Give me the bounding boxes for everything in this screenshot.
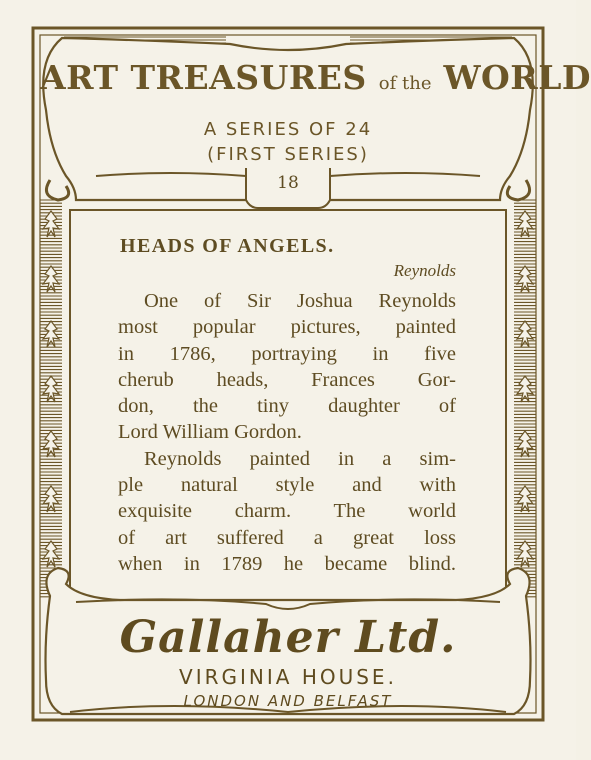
holly-leaf-ornament [517, 541, 533, 567]
series-count: A SERIES OF 24 [203, 119, 373, 140]
series-title-main: ART TREASURES [40, 58, 367, 97]
description-line: most popular pictures, painted [118, 316, 456, 339]
description-line: of art suffered a great loss [118, 526, 456, 549]
description-line: in 1786, portraying in five [118, 342, 456, 365]
description-line: exquisite charm. The world [118, 500, 456, 523]
address-line-1: VIRGINIA HOUSE. [179, 665, 397, 689]
right-hatched-column [514, 200, 536, 597]
holly-leaf-ornament [43, 211, 59, 237]
description-line: cherub heads, Frances Gor- [118, 368, 456, 391]
address-line-2: LONDON AND BELFAST [183, 692, 393, 710]
holly-leaf-ornament [517, 211, 533, 237]
description-line: Reynolds painted in a sim- [144, 447, 456, 470]
holly-leaf-ornament [517, 486, 533, 512]
left-hatched-column [40, 200, 62, 597]
description-line: don, the tiny daughter of [118, 395, 456, 418]
company-name: Gallaher Ltd. [119, 612, 457, 663]
description-line: ple natural style and with [118, 474, 456, 497]
series-edition: (FIRST SERIES) [207, 144, 369, 165]
card-number: 18 [277, 173, 299, 193]
artist-name: Reynolds [393, 261, 456, 280]
description-line: when in 1789 he became blind. [118, 552, 456, 575]
series-title-end: WORLD [443, 58, 591, 97]
artwork-title: HEADS OF ANGELS. [120, 235, 335, 257]
holly-leaf-ornament [43, 486, 59, 512]
series-title [40, 58, 591, 97]
description-line: One of Sir Joshua Reynolds [144, 290, 456, 312]
description-line: Lord William Gordon. [118, 421, 302, 444]
description [118, 288, 456, 577]
holly-leaf-ornament [43, 541, 59, 567]
series-title-connector: of the [378, 73, 432, 94]
